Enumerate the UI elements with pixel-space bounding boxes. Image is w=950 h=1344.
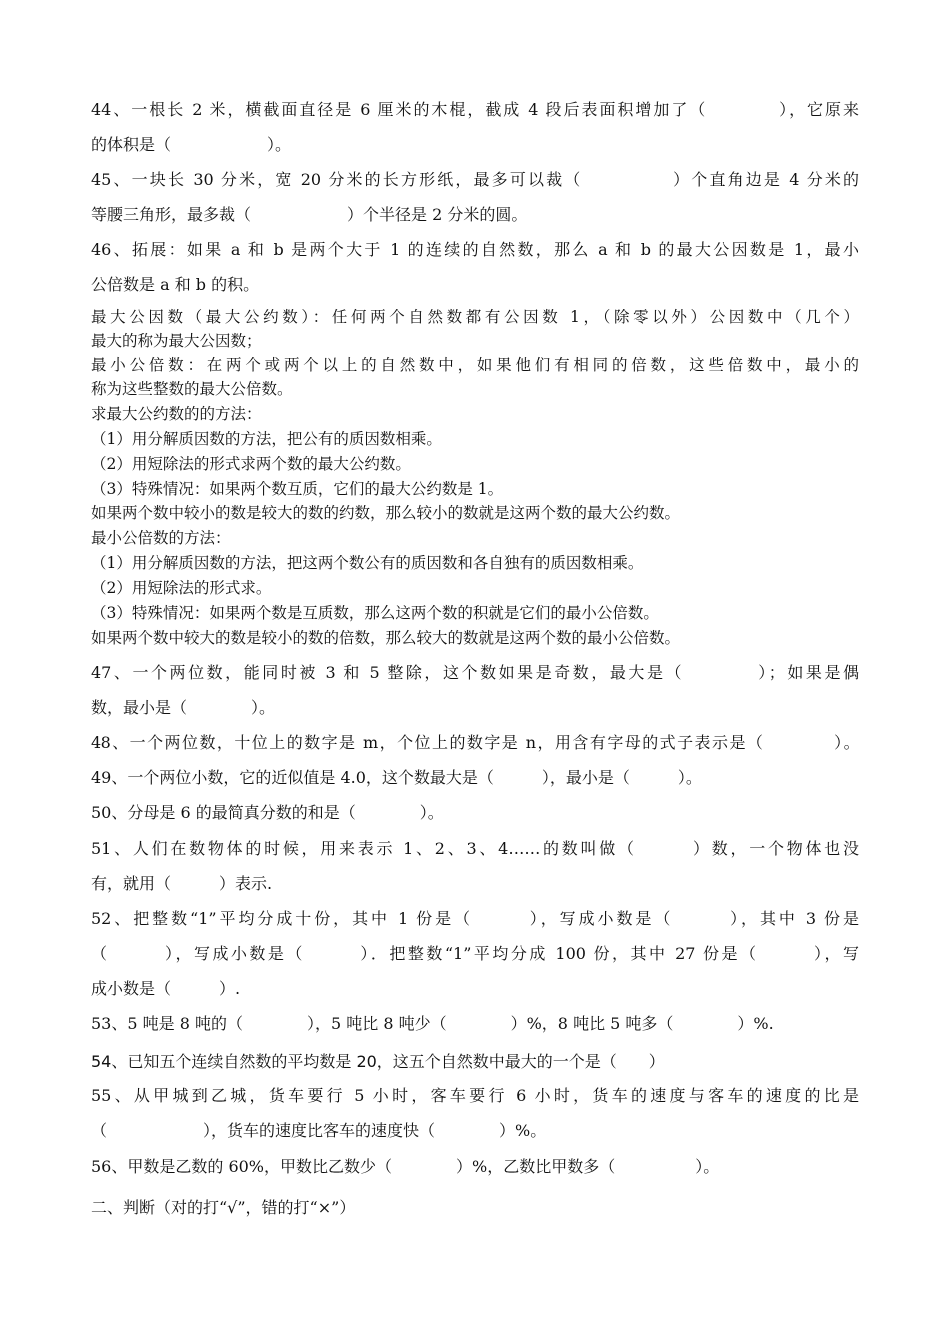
note-lcm-definition-1: 最小公倍数：在两个或两个以上的自然数中，如果他们有相同的倍数，这些倍数中，最小的 (91, 356, 859, 374)
q46-line-2: 公倍数是 a 和 b 的积。 (91, 275, 260, 294)
q44-line-1: 44、一根长 2 米，横截面直径是 6 厘米的木棍，截成 4 段后表面积增加了（ ），它原来 (91, 100, 859, 119)
section-two-heading: 二、判断（对的打“√”，错的打“×”） (91, 1198, 356, 1217)
q52-line-2: （ ），写成小数是（ ）．把整数“1”平均分成 100 份，其中 27 份是（ ），写 (91, 944, 859, 963)
note-gcd-method-2: （2）用短除法的形式求两个数的最大公约数。 (91, 455, 411, 473)
note-gcd-definition-2: 最大的称为最大公因数； (91, 332, 262, 350)
q54-line: 54、已知五个连续自然数的平均数是 20，这五个自然数中最大的一个是（ ） (91, 1052, 665, 1071)
note-lcm-method-1: （1）用分解质因数的方法，把这两个数公有的质因数和各自独有的质因数相乘。 (91, 554, 644, 572)
note-lcm-method-title: 最小公倍数的方法： (91, 529, 231, 547)
q56-line: 56、甲数是乙数的 60%，甲数比乙数少（ ）%，乙数比甲数多（ ）。 (91, 1157, 720, 1176)
q52-line-3: 成小数是（ ）. (91, 979, 241, 998)
q49-line: 49、一个两位小数，它的近似值是 4.0，这个数最大是（ ），最小是（ ）。 (91, 768, 702, 787)
q44-line-2: 的体积是（ ）。 (91, 135, 292, 154)
q47-line-1: 47、一个两位数，能同时被 3 和 5 整除，这个数如果是奇数，最大是（ ）；如果是偶 (91, 663, 859, 682)
note-gcd-method-title: 求最大公约数的的方法： (91, 405, 262, 423)
note-gcd-method-1: （1）用分解质因数的方法，把公有的质因数相乘。 (91, 430, 442, 448)
q50-line: 50、分母是 6 的最简真分数的和是（ ）。 (91, 803, 444, 822)
note-gcd-method-3: （3）特殊情况：如果两个数互质，它们的最大公约数是 1。 (91, 480, 504, 498)
note-gcd-method-4: 如果两个数中较小的数是较大的数的约数，那么较小的数就是这两个数的最大公约数。 (91, 504, 681, 522)
q55-line-2: （ ），货车的速度比客车的速度快（ ）%。 (91, 1121, 547, 1140)
q51-line-2: 有，就用（ ）表示. (91, 874, 273, 893)
note-gcd-definition-1: 最大公因数（最大公约数）：任何两个自然数都有公因数 1，（除零以外）公因数中（几个） (91, 308, 859, 326)
note-lcm-method-4: 如果两个数中较大的数是较小的数的倍数，那么较大的数就是这两个数的最小公倍数。 (91, 629, 681, 647)
q46-line-1: 46、拓展：如果 a 和 b 是两个大于 1 的连续的自然数，那么 a 和 b 的最大公因数是 1，最小 (91, 240, 859, 259)
note-lcm-method-2: （2）用短除法的形式求。 (91, 579, 272, 597)
q53-line: 53、5 吨是 8 吨的（ ），5 吨比 8 吨少（ ）%，8 吨比 5 吨多（ ）%. (91, 1014, 774, 1033)
note-lcm-definition-2: 称为这些整数的最大公倍数。 (91, 380, 293, 398)
q52-line-1: 52、把整数“1”平均分成十份，其中 1 份是（ ），写成小数是（ ），其中 3 份是 (91, 909, 859, 928)
q45-line-1: 45、一块长 30 分米，宽 20 分米的长方形纸，最多可以裁（ ）个直角边是 4 分米的 (91, 170, 859, 189)
q47-line-2: 数，最小是（ ）。 (91, 698, 276, 717)
q51-line-1: 51、人们在数物体的时候，用来表示 1、2、3、4……的数叫做（ ）数，一个物体也没 (91, 839, 859, 858)
q45-line-2: 等腰三角形，最多裁（ ）个半径是 2 分米的圆。 (91, 205, 528, 224)
q48-line: 48、一个两位数，十位上的数字是 m，个位上的数字是 n，用含有字母的式子表示是（ ）。 (91, 733, 859, 752)
note-lcm-method-3: （3）特殊情况：如果两个数是互质数，那么这两个数的积就是它们的最小公倍数。 (91, 604, 659, 622)
q55-line-1: 55、从甲城到乙城，货车要行 5 小时，客车要行 6 小时，货车的速度与客车的速度的比是 (91, 1086, 859, 1105)
